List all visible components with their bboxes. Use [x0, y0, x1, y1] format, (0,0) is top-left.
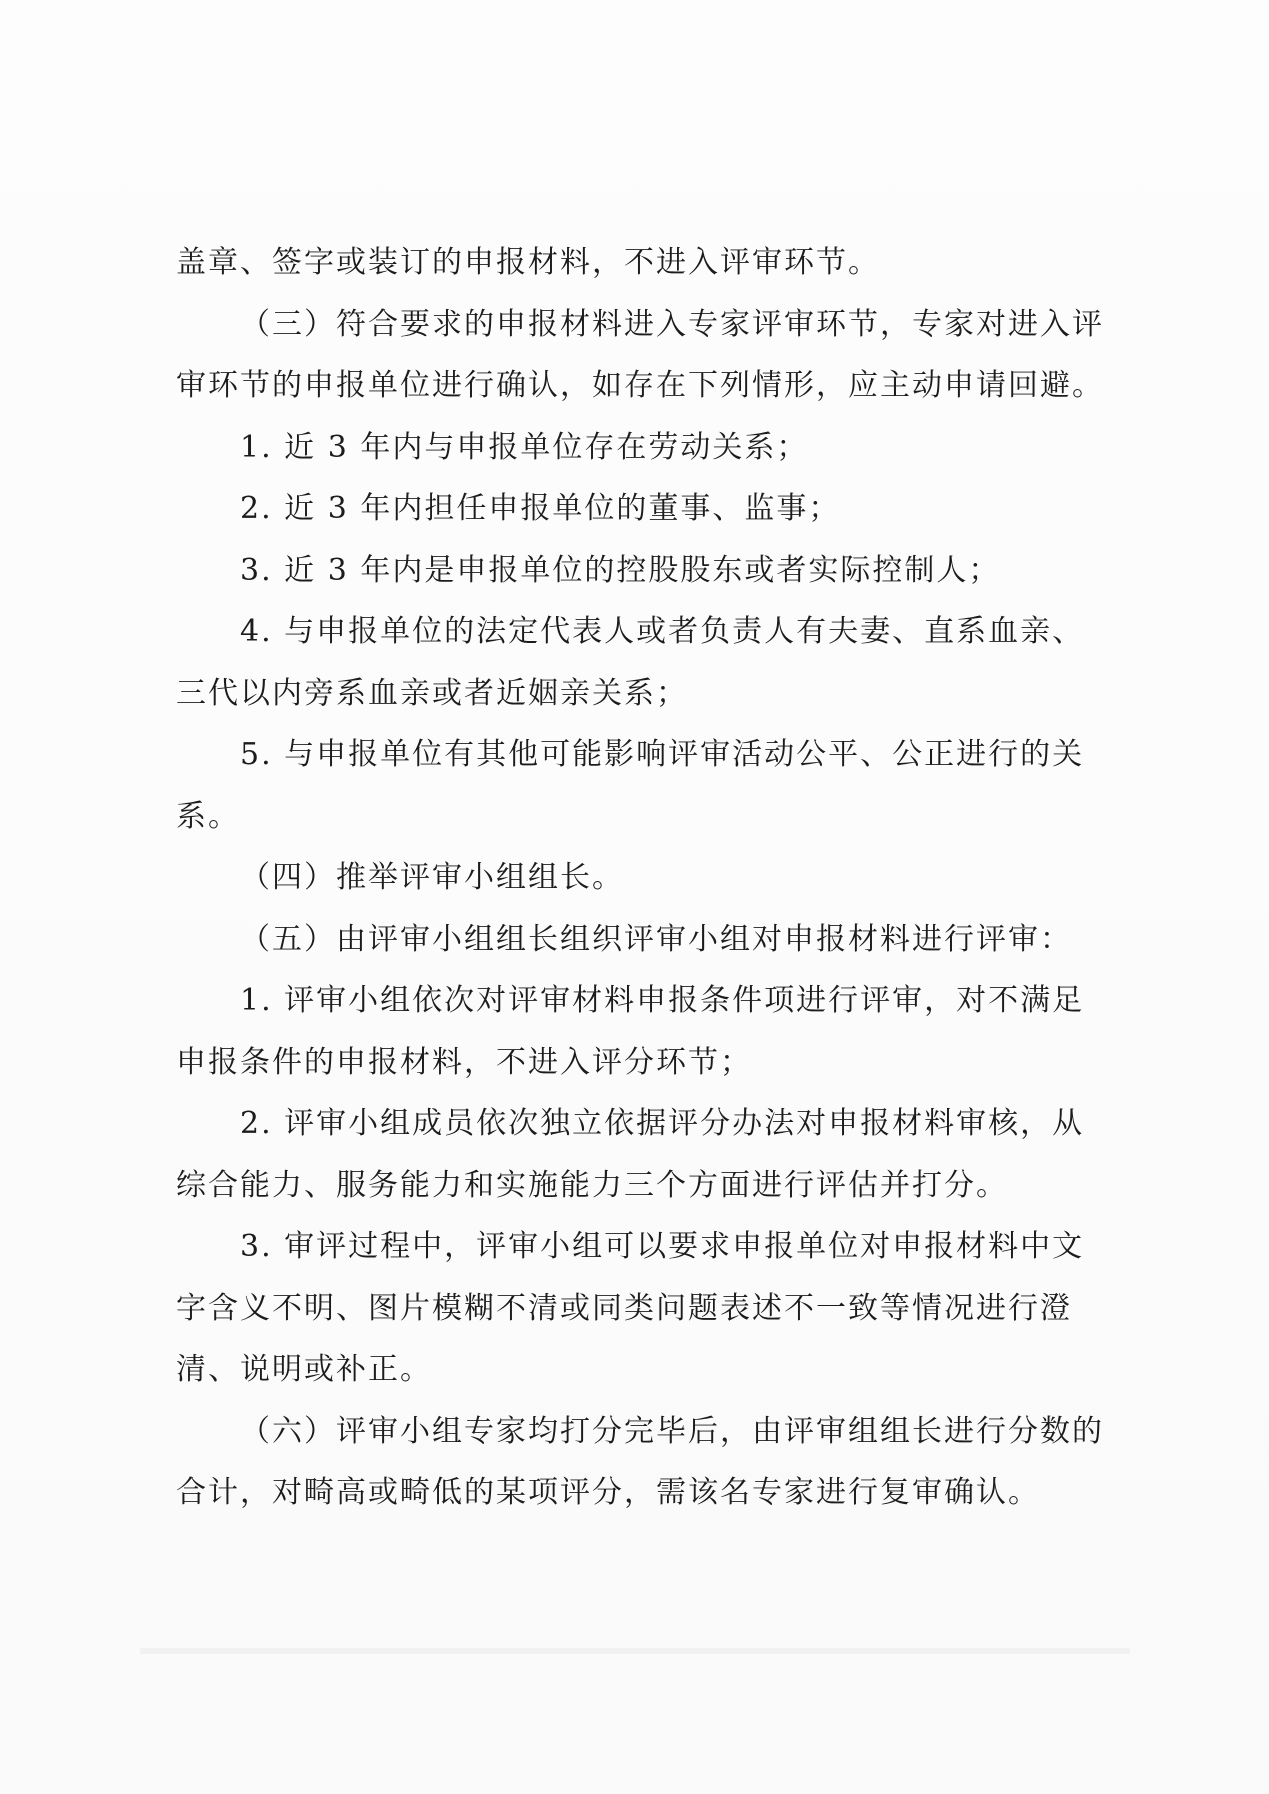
paragraph-section-6: （六）评审小组专家均打分完毕后，由评审组组长进行分数的合计，对畸高或畸低的某项评分，需该名专家进行复审确认。 [176, 1413, 1104, 1510]
list-item-1: 1. 近 3 年内与申报单位存在劳动关系； [240, 429, 809, 465]
paragraph-section-5: （五）由评审小组组长组织评审小组对申报材料进行评审： [240, 921, 1072, 957]
list-item-3: 3. 近 3 年内是申报单位的控股股东或者实际控制人； [240, 552, 1001, 588]
paragraph-continuation: 盖章、签字或装订的申报材料，不进入评审环节。 [176, 245, 880, 280]
list-item-4: 4. 与申报单位的法定代表人或者负责人有夫妻、直系血亲、三代以内旁系血亲或者近姻亲关系； [176, 614, 1085, 711]
list-item-2: 2. 近 3 年内担任申报单位的董事、监事； [240, 491, 841, 526]
document-body [176, 232, 1116, 1524]
paragraph-section-4: （四）推举评审小组组长。 [240, 860, 624, 895]
paragraph-section-3: （三）符合要求的申报材料进入专家评审环节，专家对进入评审环节的申报单位进行确认，如存在下列情形，应主动申请回避。 [176, 306, 1104, 403]
review-step-1: 1. 评审小组依次对评审材料申报条件项进行评审，对不满足申报条件的申报材料，不进入评分环节； [176, 983, 1085, 1080]
scan-edge-shadow [140, 1648, 1130, 1654]
review-step-3: 3. 审评过程中，评审小组可以要求申报单位对申报材料中文字含义不明、图片模糊不清或同类问题表述不一致等情况进行澄清、说明或补正。 [176, 1229, 1085, 1387]
list-item-5: 5. 与申报单位有其他可能影响评审活动公平、公正进行的关系。 [176, 737, 1085, 834]
review-step-2: 2. 评审小组成员依次独立依据评分办法对申报材料审核，从综合能力、服务能力和实施能力三个方面进行评估并打分。 [176, 1106, 1085, 1203]
